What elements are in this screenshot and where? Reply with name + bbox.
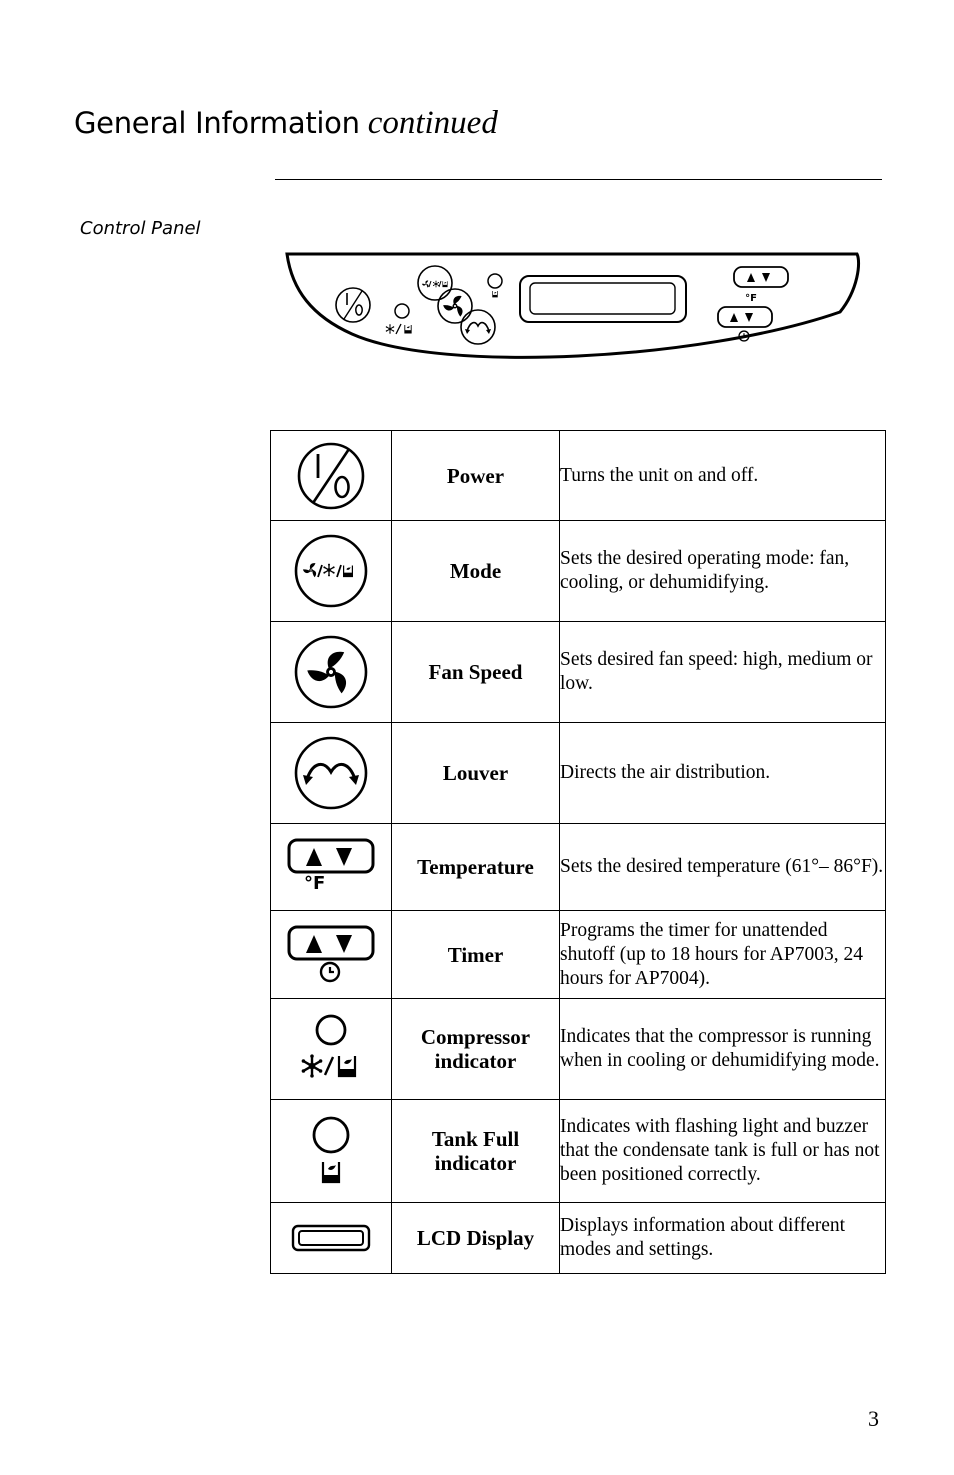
control-description: Indicates that the compressor is running when in cooling or dehumidifying mode. bbox=[560, 999, 886, 1100]
section-label: Control Panel bbox=[80, 218, 201, 239]
panel-compressor-indicator bbox=[386, 304, 411, 334]
control-name: Temperature bbox=[392, 824, 560, 911]
fan-icon bbox=[292, 633, 370, 711]
control-name: Compressor indicator bbox=[392, 999, 560, 1100]
table-row bbox=[271, 723, 886, 824]
page-number: 3 bbox=[868, 1406, 879, 1431]
table-row bbox=[271, 999, 886, 1100]
control-description: Turns the unit on and off. bbox=[560, 431, 886, 521]
control-name: Louver bbox=[392, 723, 560, 824]
control-panel-illustration bbox=[282, 250, 862, 374]
temperature-unit-label: °F bbox=[304, 873, 326, 894]
lcd-display-icon bbox=[291, 1223, 371, 1253]
control-name: Power bbox=[392, 431, 560, 521]
control-name: Tank Full indicator bbox=[392, 1100, 560, 1203]
panel-louver-button bbox=[461, 310, 495, 344]
temperature-arrows-icon bbox=[286, 837, 376, 877]
panel-fan-speed-button bbox=[438, 289, 472, 323]
control-name: Timer bbox=[392, 911, 560, 999]
table-row bbox=[271, 911, 886, 999]
table-row bbox=[271, 1203, 886, 1274]
power-icon bbox=[296, 441, 366, 511]
control-description: Sets the desired temperature (61°– 86°F). bbox=[560, 824, 886, 911]
control-description: Sets desired fan speed: high, medium or low. bbox=[560, 622, 886, 723]
panel-power-button bbox=[336, 288, 370, 322]
page-heading bbox=[74, 104, 498, 142]
control-description: Indicates with flashing light and buzzer that the condensate tank is full or has not been positioned correctly. bbox=[560, 1100, 886, 1203]
control-description: Displays information about different modes and settings. bbox=[560, 1203, 886, 1274]
controls-table bbox=[270, 430, 886, 1274]
heading-rule bbox=[275, 179, 882, 180]
control-name: LCD Display bbox=[392, 1203, 560, 1274]
table-row bbox=[271, 521, 886, 622]
panel-mode-button bbox=[418, 266, 452, 300]
panel-unit-label: °F bbox=[745, 293, 757, 304]
panel-timer-buttons bbox=[718, 307, 772, 341]
control-description: Directs the air distribution. bbox=[560, 723, 886, 824]
heading-continued: continued bbox=[367, 105, 498, 141]
heading-title: General Information bbox=[74, 106, 360, 140]
control-name: Fan Speed bbox=[392, 622, 560, 723]
control-description: Sets the desired operating mode: fan, cooling, or dehumidifying. bbox=[560, 521, 886, 622]
control-name: Mode bbox=[392, 521, 560, 622]
panel-temperature-buttons bbox=[734, 267, 788, 304]
tank-full-indicator-icon bbox=[306, 1115, 356, 1187]
table-row bbox=[271, 622, 886, 723]
panel-tank-indicator bbox=[488, 274, 502, 297]
control-description: Programs the timer for unattended shutoff (up to 18 hours for AP7003, 24 hours for AP7004). bbox=[560, 911, 886, 999]
panel-lcd-display bbox=[520, 276, 686, 322]
table-row bbox=[271, 1100, 886, 1203]
mode-icon bbox=[292, 532, 370, 610]
compressor-indicator-icon bbox=[296, 1014, 366, 1084]
timer-arrows-icon bbox=[286, 924, 376, 986]
table-row bbox=[271, 824, 886, 911]
louver-icon bbox=[292, 734, 370, 812]
table-row bbox=[271, 431, 886, 521]
